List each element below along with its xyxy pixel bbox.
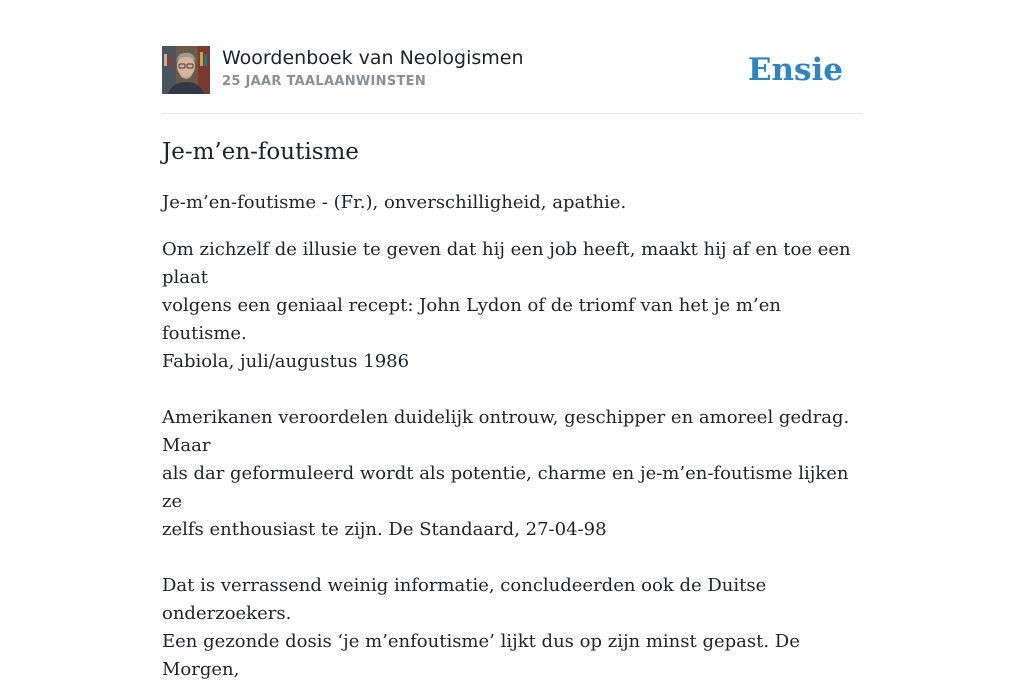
quote-paragraph xyxy=(162,404,862,544)
site-subtitle: 25 JAAR TAALAANWINSTEN xyxy=(222,74,427,89)
entry-content xyxy=(162,136,862,684)
header-divider xyxy=(162,113,862,114)
quote-source: zelfs enthousiast te zijn. De Standaard, 27-04-98 xyxy=(162,519,607,540)
site-title[interactable]: Woordenboek van Neologismen xyxy=(222,47,524,69)
quote-paragraph xyxy=(162,236,862,376)
author-avatar[interactable] xyxy=(162,46,210,94)
site-header xyxy=(162,46,862,96)
quote-line: Om zichzelf de illusie te geven dat hij een job heeft, maakt hij af en toe een plaat xyxy=(162,239,851,288)
quote-line: volgens een geniaal recept: John Lydon of de triomf van het je m’en foutisme. xyxy=(162,295,781,344)
quote-line: Dat is verrassend weinig informatie, concludeerden ook de Duitse onderzoekers. xyxy=(162,575,767,624)
entry-title: Je-m’en-foutisme xyxy=(162,139,359,165)
ensie-logo-link[interactable]: Ensie xyxy=(747,52,843,88)
quote-line: Een gezonde dosis ‘je m’enfoutisme’ lijkt dus op zijn minst gepast. De Morgen, xyxy=(162,631,800,680)
quote-line: Amerikanen veroordelen duidelijk ontrouw, geschipper en amoreel gedrag. Maar xyxy=(162,407,850,456)
author-portrait-icon xyxy=(162,46,210,94)
quote-line: als dar geformuleerd wordt als potentie, charme en je-m’en-foutisme lijken ze xyxy=(162,463,849,512)
quote-source: Fabiola, juli/augustus 1986 xyxy=(162,351,410,372)
quote-paragraph xyxy=(162,572,862,684)
entry-definition: Je-m’en-foutisme - (Fr.), onverschilligheid, apathie. xyxy=(162,192,627,213)
